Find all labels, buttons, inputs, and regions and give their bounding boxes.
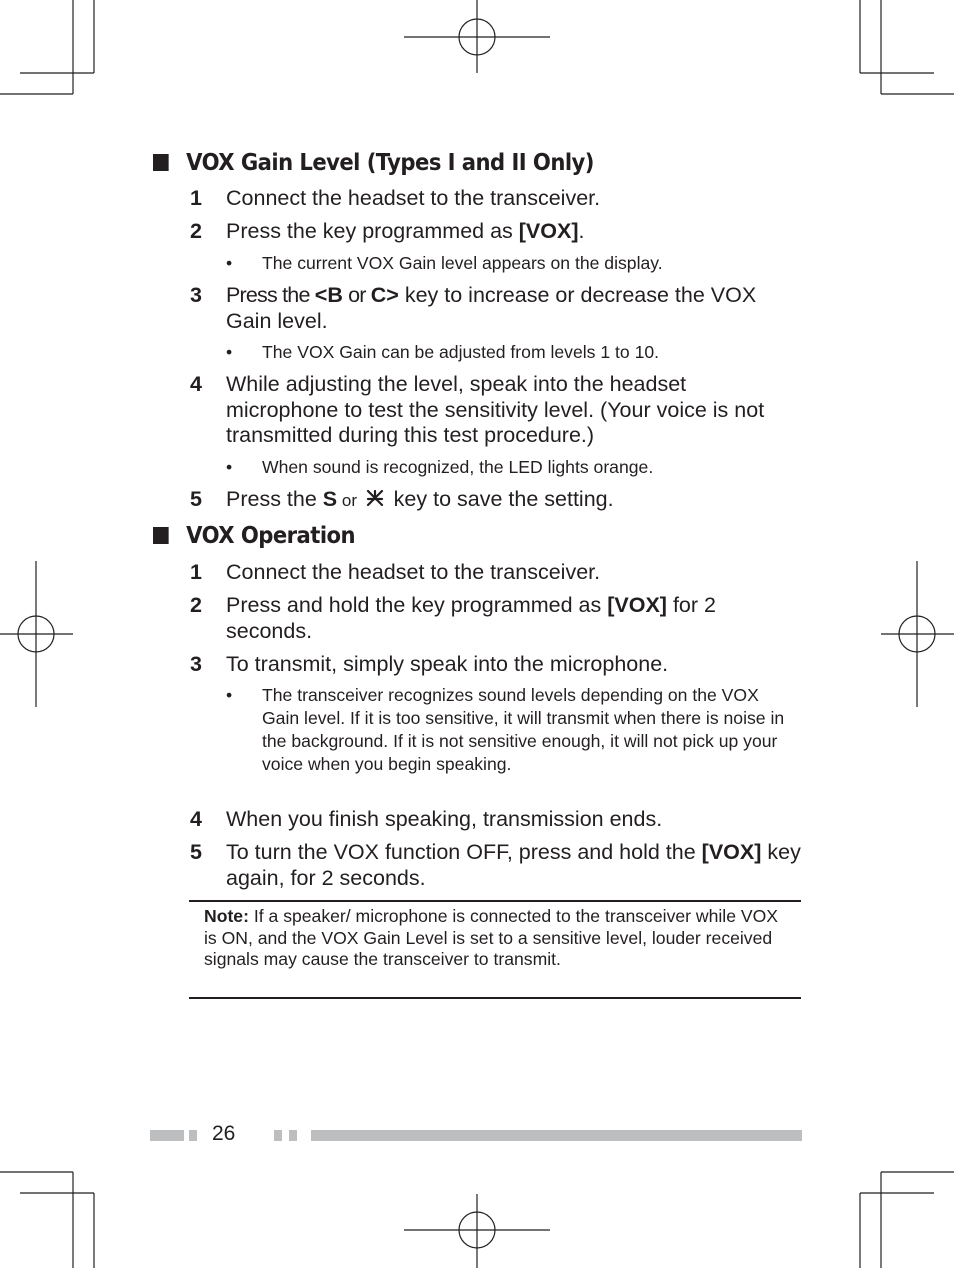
note-box (189, 900, 801, 999)
s2-step-4: 4 When you finish speaking, transmission ends. (190, 807, 663, 831)
s1-step-2: 2 Press the key programmed as [VOX]. (190, 219, 585, 243)
s2-step-1: 1 Connect the headset to the transceiver. (190, 560, 601, 584)
s2-bullet-1: • The transceiver recognizes sound levels depending on the VOX Gain level. If it is too sensitive, it will transmit when there is noise in the background. If it is not sensitive enough, it will not pick up your voice when you begin speaking. (226, 685, 785, 774)
footer-bar-right (311, 1130, 802, 1141)
s1-step-4: 4 While adjusting the level, speak into the headset microphone to test the sensitivity level. (Your voice is not transmitted during this test procedure.) (190, 372, 765, 447)
footer-bar-mid-2 (289, 1130, 297, 1141)
note-label: Note: (204, 906, 249, 926)
s1-step-3: 3 Press the <B or C> key to increase or decrease the VOX Gain level. (190, 283, 757, 333)
s2-step-5: 5 To turn the VOX function OFF, press and hold the [VOX] key again, for 2 seconds. (190, 840, 801, 890)
note-text: If a speaker/ microphone is connected to the transceiver while VOX is ON, and the VOX Gain Level is set to a sensitive level, louder received signals may cause the transceiver to transmit. (204, 906, 779, 969)
section-heading-vox-gain: VOX Gain Level (Types I and II Only) (153, 150, 594, 176)
s2-step-3: 3 To transmit, simply speak into the microphone. (190, 652, 669, 676)
s1-step-5: 5 Press the S or key to save the setting. (190, 487, 614, 511)
footer-bar-left (150, 1130, 184, 1141)
s1-bullet-1: • The current VOX Gain level appears on the display. (226, 253, 663, 273)
square-bullet-icon (153, 527, 169, 544)
page-number: 26 (212, 1122, 236, 1145)
s1-bullet-3: • When sound is recognized, the LED lights orange. (226, 457, 654, 477)
section-heading-vox-operation: VOX Operation (153, 523, 355, 549)
square-bullet-icon (153, 154, 169, 171)
footer-bar-left-small (189, 1130, 197, 1141)
s1-bullet-2: • The VOX Gain can be adjusted from levels 1 to 10. (226, 342, 660, 362)
s1-step-1: 1 Connect the headset to the transceiver. (190, 186, 601, 210)
star-key-icon (364, 488, 386, 508)
footer-bar-mid-1 (274, 1130, 282, 1141)
s2-step-2: 2 Press and hold the key programmed as [VOX] for 2 seconds. (190, 593, 716, 643)
